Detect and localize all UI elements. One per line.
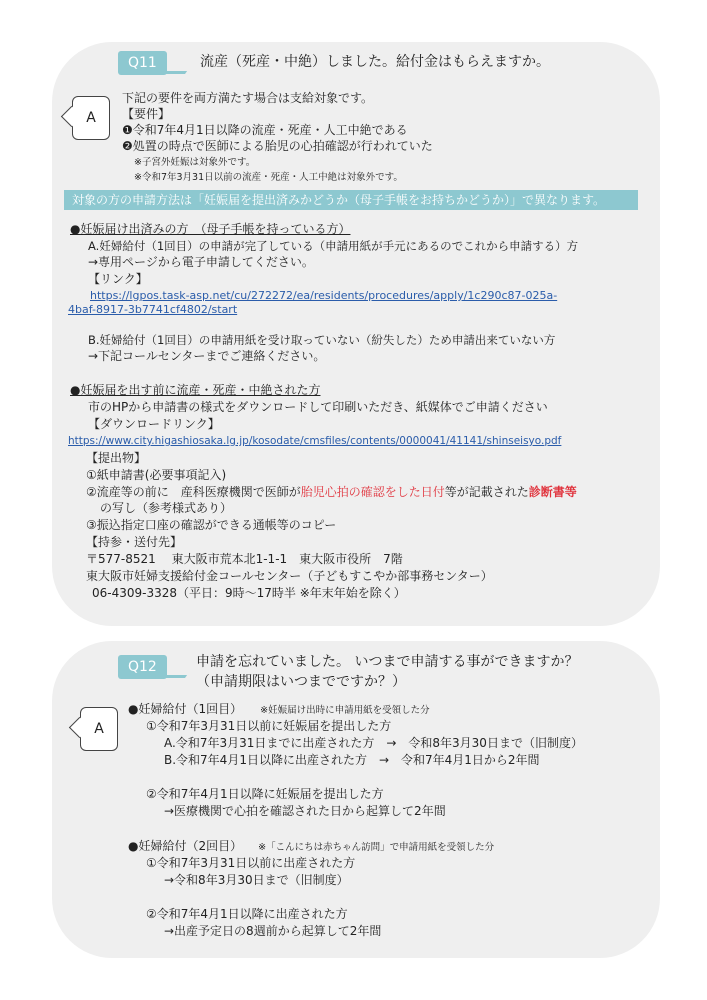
answer-label: A xyxy=(86,110,96,126)
method-band: 対象の方の申請方法は「妊娠届を提出済みかどうか（母子手帳をお持ちかどうか）」で異なります。 xyxy=(64,190,638,210)
answer-bubble-q12 xyxy=(80,707,118,751)
download-instructions: 市のHPから申請書の様式をダウンロードして印刷いただき、紙媒体でご申請ください xyxy=(88,400,548,414)
benefit2-note: ※「こんにちは赤ちゃん訪問」で申請用紙を受領した分 xyxy=(258,842,495,853)
benefit2-case2-a: →出産予定日の8週前から起算して2年間 xyxy=(164,924,382,938)
address-text: 〒577-8521 東大阪市荒本北1-1-1 東大阪市役所 7階 xyxy=(86,552,403,566)
section-registered-heading: ●妊娠届け出済みの方 （母子手帳を持っている方） xyxy=(70,222,351,236)
case-b-action: →下記コールセンターまでご連絡ください。 xyxy=(88,349,326,363)
call-center-phone: 06-4309-3328（平日：9時～17時半 ※年末年始を除く） xyxy=(92,586,406,600)
apply-link-line2[interactable]: 4baf-8917-3b7741cf4802/start xyxy=(68,303,238,316)
download-link-label: 【ダウンロードリンク】 xyxy=(88,417,220,431)
benefit2-case1: ①令和7年3月31日以前に出産された方 xyxy=(146,856,356,870)
submission-item-3: ③振込指定口座の確認ができる通帳等のコピー xyxy=(86,518,337,532)
heartbeat-date-emphasis: 胎児心拍の確認をした日付 xyxy=(300,485,445,499)
answer-label: A xyxy=(94,721,104,737)
question-badge-q12: Q12 xyxy=(118,655,167,679)
case-a-action: →専用ページから電子申請してください。 xyxy=(88,255,314,269)
submission-item-2 xyxy=(86,484,577,500)
note-ectopic: ※子宮外妊娠は対象外です。 xyxy=(134,157,256,168)
submission-item-2-copy: の写し（参考様式あり） xyxy=(100,501,233,515)
benefit2-case2: ②令和7年4月1日以降に出産された方 xyxy=(146,907,348,921)
benefit1-heading xyxy=(128,701,430,719)
certificate-emphasis: 診断書等 xyxy=(528,485,577,499)
benefit1-title: ●妊婦給付（1回目） xyxy=(128,702,243,716)
send-to-heading: 【持参・送付先】 xyxy=(86,535,183,549)
question-text-q12-line2: （申請期限はいつまでですか？） xyxy=(196,674,406,690)
requirement-2: ❷処置の時点で医師による胎児の心拍確認が行われていた xyxy=(122,139,433,153)
section-unregistered-heading: ●妊娠届を出す前に流産・死産・中絶された方 xyxy=(70,383,321,397)
benefit1-case1-a: A.令和7年3月31日までに出産された方 → 令和8年3月30日まで（旧制度） xyxy=(164,736,583,750)
link-label: 【リンク】 xyxy=(88,272,148,286)
intro-text: 下記の要件を両方満たす場合は支給対象です。 xyxy=(122,91,374,105)
benefit2-heading xyxy=(128,838,494,856)
submission-item-1: ①紙申請書(必要事項記入) xyxy=(86,468,227,482)
requirement-1: ❶令和7年4月1日以降の流産・死産・人工中絶である xyxy=(122,123,408,137)
benefit2-title: ●妊婦給付（2回目） xyxy=(128,839,243,853)
apply-link-line1[interactable]: https://lgpos.task-asp.net/cu/272272/ea/residents/procedures/apply/1c290c87-025a- xyxy=(90,289,558,302)
question-text-q12-line1: 申請を忘れていました。 いつまで申請する事ができますか？ xyxy=(196,654,579,670)
case-b-text: B.妊婦給付（1回目）の申請用紙を受け取っていない（紛失した）ため申請出来ていない方 xyxy=(88,333,556,347)
submission-heading: 【提出物】 xyxy=(86,451,147,465)
benefit1-case1-b: B.令和7年4月1日以降に出産された方 → 令和7年4月1日から2年間 xyxy=(164,753,540,767)
benefit2-case1-a: →令和8年3月30日まで（旧制度） xyxy=(164,873,349,887)
requirements-heading: 【要件】 xyxy=(122,107,171,121)
question-text-q11: 流産（死産・中絶）しました。給付金はもらえますか。 xyxy=(200,54,550,70)
benefit1-case2-a: →医療機関で心拍を確認された日から起算して2年間 xyxy=(164,804,446,818)
note-before-date: ※令和7年3月31日以前の流産・死産・人工中絶は対象外です。 xyxy=(134,172,403,183)
submission-item-2-part-c: 等が記載された xyxy=(444,485,529,499)
submission-item-2-part-a: ②流産等の前に 産科医療機関で医師が xyxy=(86,485,301,499)
download-link[interactable]: https://www.city.higashiosaka.lg.jp/kosodate/cmsfiles/contents/0000041/41141/shinseisyo.pdf xyxy=(68,435,562,447)
benefit1-case1: ①令和7年3月31日以前に妊娠届を提出した方 xyxy=(146,719,392,733)
question-badge-q11: Q11 xyxy=(118,51,167,75)
call-center-name: 東大阪市妊婦支援給付金コールセンター（子どもすこやか部事務センター） xyxy=(86,569,493,583)
benefit1-case2: ②令和7年4月1日以降に妊娠届を提出した方 xyxy=(146,787,384,801)
answer-bubble-q11 xyxy=(72,96,110,140)
benefit1-note: ※妊娠届け出時に申請用紙を受領した分 xyxy=(260,705,430,716)
case-a-text: A.妊婦給付（1回目）の申請が完了している（申請用紙が手元にあるのでこれから申請する）方 xyxy=(88,239,579,253)
